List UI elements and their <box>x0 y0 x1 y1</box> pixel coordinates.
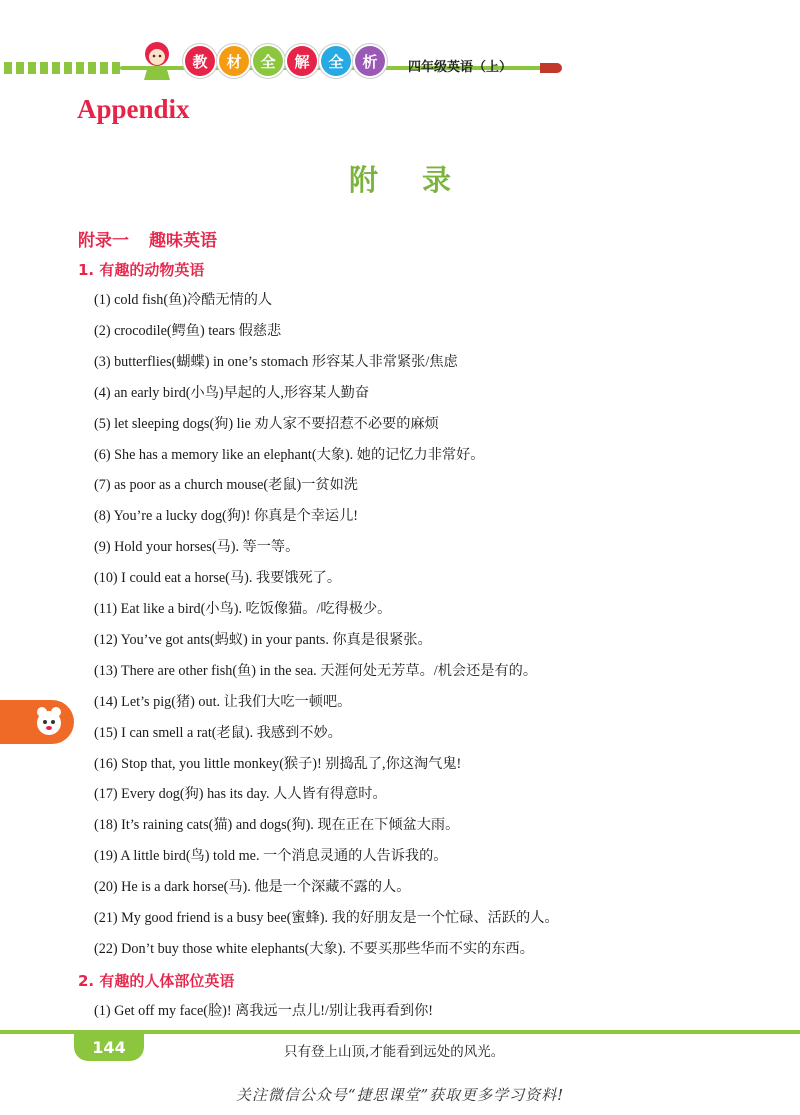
page-number: 144 <box>74 1033 144 1061</box>
title-circle: 析 <box>355 46 385 76</box>
idiom-item: (13) There are other fish(鱼) in the sea. 天涯何处无芳草。/机会还是有的。 <box>94 662 538 679</box>
idiom-item: (5) let sleeping dogs(狗) lie 劝人家不要招惹不必要的麻烦 <box>94 415 439 432</box>
appendix-heading: Appendix <box>77 94 190 124</box>
idiom-item: (17) Every dog(狗) has its day. 人人皆有得意时。 <box>94 786 387 803</box>
idiom-item: (6) She has a memory like an elephant(大象). 她的记忆力非常好。 <box>94 446 485 463</box>
watermark-text: 关注微信公众号“捷思课堂”获取更多学习资料! <box>235 1086 565 1104</box>
idiom-item: (9) Hold your horses(马). 等一等。 <box>94 539 300 556</box>
page-header <box>0 0 800 95</box>
section-number: 附录一 <box>78 231 129 251</box>
footer-motto: 只有登上山顶,才能看到远处的风光。 <box>284 1044 505 1060</box>
idiom-item: (22) Don’t buy those white elephants(大象). 不要买那些华而不实的东西。 <box>94 940 534 957</box>
idiom-item: (1) cold fish(鱼)冷酷无情的人 <box>94 292 273 308</box>
title-circle: 全 <box>253 46 283 76</box>
header-checker-stripe <box>4 62 124 74</box>
section-title: 趣味英语 <box>149 231 217 251</box>
page-title: 附录 <box>348 163 495 197</box>
idiom-item: (20) He is a dark horse(马). 他是一个深藏不露的人。 <box>94 879 411 896</box>
idiom-item: (11) Eat like a bird(小鸟). 吃饭像猫。/吃得极少。 <box>94 601 392 617</box>
idiom-item: (16) Stop that, you little monkey(猴子)! 别捣乱了,你这淘气鬼! <box>94 755 462 772</box>
idiom-item: (21) My good friend is a busy bee(蜜蜂). 我的好朋友是一个忙碌、活跃的人。 <box>94 910 559 926</box>
idiom-item: (8) You’re a lucky dog(狗)! 你真是个幸运儿! <box>94 508 359 525</box>
idiom-item: (14) Let’s pig(猪) out. 让我们大吃一顿吧。 <box>94 693 352 710</box>
idiom-item: (1) Get off my face(脸)! 离我远一点儿!/别让我再看到你! <box>94 1003 433 1019</box>
section-heading <box>78 226 237 251</box>
idiom-item: (19) A little bird(鸟) told me. 一个消息灵通的人告诉我的。 <box>94 848 448 865</box>
idiom-item: (10) I could eat a horse(马). 我要饿死了。 <box>94 570 342 587</box>
idiom-item: (12) You’ve got ants(蚂蚁) in your pants. 你真是很紧张。 <box>94 631 432 648</box>
idiom-item: (4) an early bird(小鸟)早起的人,形容某人勤奋 <box>94 384 370 401</box>
title-circle: 材 <box>219 46 249 76</box>
pencil-icon <box>540 63 562 73</box>
idiom-item: (7) as poor as a church mouse(老鼠)一贫如洗 <box>94 477 358 494</box>
idiom-item: (18) It’s raining cats(猫) and dogs(狗). 现在正在下倾盆大雨。 <box>94 817 460 834</box>
title-circle: 解 <box>287 46 317 76</box>
subsection-heading-body-parts: 2. 有趣的人体部位英语 <box>78 972 235 990</box>
cartoon-face-icon <box>34 706 64 738</box>
title-circle: 教 <box>185 46 215 76</box>
title-circle: 全 <box>321 46 351 76</box>
idiom-item: (15) I can smell a rat(老鼠). 我感到不妙。 <box>94 724 342 741</box>
header-title-circles <box>185 46 385 76</box>
idiom-item: (3) butterflies(蝴蝶) in one’s stomach 形容某人非常紧张/焦虑 <box>94 353 458 370</box>
grade-label: 四年级英语（上） <box>408 60 513 75</box>
girl-mascot-icon <box>138 40 176 82</box>
subsection-heading-animals: 1. 有趣的动物英语 <box>78 261 205 279</box>
idiom-item: (2) crocodile(鳄鱼) tears 假慈悲 <box>94 322 282 339</box>
